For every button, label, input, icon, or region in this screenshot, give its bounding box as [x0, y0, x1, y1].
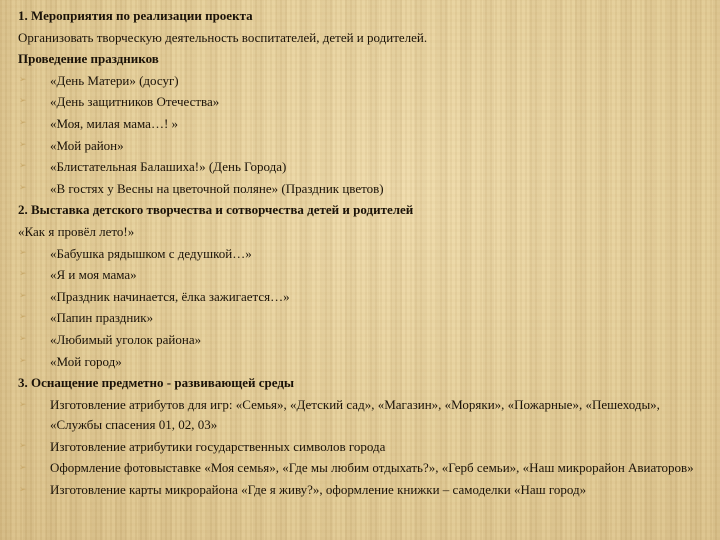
arrow-bullet-icon: ➢ — [19, 312, 27, 323]
list-item — [18, 286, 708, 308]
arrow-bullet-icon: ➢ — [19, 485, 27, 496]
section-1-subheading: Проведение праздников — [18, 51, 159, 67]
list-item-text: «Бабушка рядышком с дедушкой…» — [50, 245, 252, 261]
section-3-heading: 3. Оснащение предметно - развивающей среды — [18, 375, 295, 391]
list-item-text: «День Матери» (досуг) — [50, 72, 179, 88]
list-item-text: «Моя, милая мама…! » — [50, 115, 179, 131]
arrow-bullet-icon: ➢ — [19, 161, 27, 172]
arrow-bullet-icon: ➢ — [19, 269, 27, 280]
list-item-text: «День защитников Отечества» — [50, 94, 220, 110]
arrow-bullet-icon: ➢ — [19, 399, 27, 410]
arrow-bullet-icon: ➢ — [19, 290, 27, 301]
list-item-text: «В гостях у Весны на цветочной поляне» (Праздник цветов) — [50, 180, 384, 196]
list-item — [18, 135, 708, 157]
arrow-bullet-icon: ➢ — [19, 74, 27, 85]
arrow-bullet-icon: ➢ — [19, 333, 27, 344]
list-item-text: «Мой район» — [50, 137, 124, 153]
list-item — [18, 457, 708, 479]
section-1-intro: Организовать творческую деятельность воспитателей, детей и родителей. — [18, 29, 428, 45]
list-item-text: «Праздник начинается, ёлка зажигается…» — [50, 288, 290, 304]
list-item-text: «Папин праздник» — [50, 310, 154, 326]
list-item-text: «Я и моя мама» — [50, 267, 137, 283]
arrow-bullet-icon: ➢ — [19, 355, 27, 366]
list-item-text: Изготовление атрибутики государственных символов города — [50, 438, 386, 454]
list-item — [18, 329, 708, 351]
arrow-bullet-icon: ➢ — [19, 440, 27, 451]
list-item-text: «Блистательная Балашиха!» (День Города) — [50, 159, 287, 175]
arrow-bullet-icon: ➢ — [19, 182, 27, 193]
arrow-bullet-icon: ➢ — [19, 139, 27, 150]
list-item-text: «Мой город» — [50, 353, 122, 369]
list-item — [18, 436, 708, 458]
arrow-bullet-icon: ➢ — [19, 117, 27, 128]
list-item-text: Изготовление карты микрорайона «Где я живу?», оформление книжки – самоделки «Наш город» — [50, 482, 587, 498]
list-item — [18, 91, 708, 113]
list-item — [18, 156, 708, 178]
list-item — [18, 264, 708, 286]
list-item — [18, 113, 708, 135]
list-item — [18, 351, 708, 373]
list-item — [18, 307, 708, 329]
list-item — [18, 70, 708, 92]
list-item-text: «Любимый уголок района» — [50, 331, 202, 347]
list-item-text: Изготовление атрибутов для игр: «Семья», «Детский сад», «Магазин», «Моряки», «Пожарные», «Пешеходы», «Службы спасения 01, 02, 03» — [50, 396, 660, 432]
arrow-bullet-icon: ➢ — [19, 463, 27, 474]
list-item — [18, 178, 708, 200]
list-item — [18, 243, 708, 265]
arrow-bullet-icon: ➢ — [19, 247, 27, 258]
list-item — [18, 394, 708, 436]
section-1-heading: 1. Мероприятия по реализации проекта — [18, 8, 253, 23]
list-item-text: Оформление фотовыставке «Моя семья», «Где мы любим отдыхать?», «Герб семьи», «Наш микрорайон Авиаторов» — [50, 460, 694, 476]
arrow-bullet-icon: ➢ — [19, 96, 27, 107]
list-item — [18, 479, 708, 501]
section-2-heading: 2. Выставка детского творчества и сотворчества детей и родителей — [18, 202, 414, 218]
section-2-intro: «Как я провёл лето!» — [18, 223, 135, 239]
